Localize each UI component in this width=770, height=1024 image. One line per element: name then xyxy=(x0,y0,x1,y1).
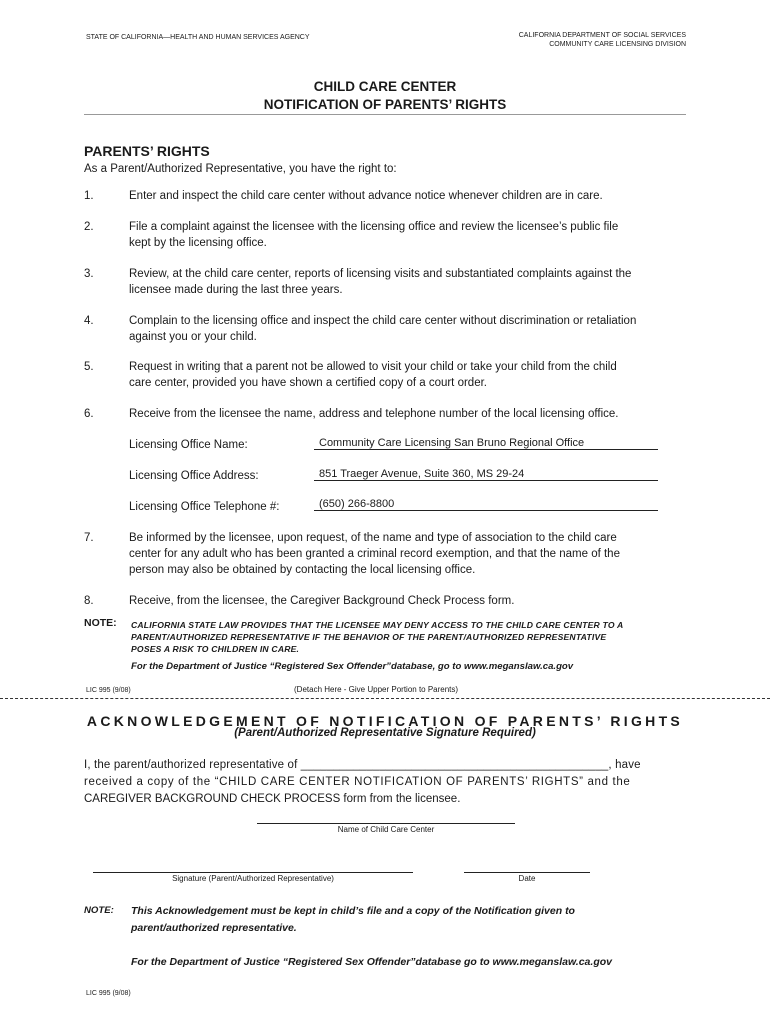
right-item-text: against you or your child. xyxy=(129,331,257,343)
detach-instruction: (Detach Here - Give Upper Portion to Parents) xyxy=(294,685,459,694)
ack-line-3: CAREGIVER BACKGROUND CHECK PROCESS form from the licensee. xyxy=(84,793,461,805)
detach-line xyxy=(0,698,770,699)
item-number: 3. xyxy=(84,268,94,280)
item-number: 6. xyxy=(84,408,94,420)
right-item-1 xyxy=(129,188,689,204)
office-address-field[interactable] xyxy=(314,466,658,481)
center-name-line[interactable] xyxy=(257,823,515,824)
form-title xyxy=(0,78,770,114)
department-header xyxy=(519,31,686,49)
agency-header: STATE OF CALIFORNIA—HEALTH AND HUMAN SERVICES AGENCY xyxy=(86,34,310,41)
form-code: LIC 995 (9/08) xyxy=(86,687,131,694)
right-item-text: center for any adult who has been granted a criminal record exemption, and that the name of the xyxy=(129,548,620,560)
note-line: POSES A RISK TO CHILDREN IN CARE. xyxy=(131,644,300,654)
right-item-8 xyxy=(129,593,689,609)
note-line: CALIFORNIA STATE LAW PROVIDES THAT THE LICENSEE MAY DENY ACCESS TO THE CHILD CARE CENTER TO A xyxy=(131,620,624,630)
ack-note-line: parent/authorized representative. xyxy=(131,922,297,934)
right-item-text: care center, provided you have shown a certified copy of a court order. xyxy=(129,377,487,389)
right-item-text: Enter and inspect the child care center without advance notice whenever children are in care. xyxy=(129,190,603,202)
office-name-value: Community Care Licensing San Bruno Regional Office xyxy=(319,437,585,449)
ack-title: ACKNOWLEDGEMENT OF NOTIFICATION OF PARENTS’ RIGHTS xyxy=(86,713,684,729)
office-phone-field[interactable] xyxy=(314,496,658,511)
ack-doj-note: For the Department of Justice “Registered Sex Offender”database go to www.meganslaw.ca.gov xyxy=(131,956,612,968)
right-item-text: Complain to the licensing office and inspect the child care center without discrimination or retaliation xyxy=(129,315,637,327)
ack-line-1: I, the parent/authorized representative of _______________________________________________, have xyxy=(84,759,641,771)
ack-form-code: LIC 995 (9/08) xyxy=(86,990,131,997)
office-phone-value: (650) 266-8800 xyxy=(319,498,395,510)
signature-caption: Signature (Parent/Authorized Representative) xyxy=(172,874,334,883)
date-line[interactable] xyxy=(464,872,590,873)
state-law-note xyxy=(131,619,691,655)
right-item-text: licensee made during the last three years. xyxy=(129,284,343,296)
right-item-text: Receive, from the licensee, the Caregiver Background Check Process form. xyxy=(129,595,515,607)
right-item-text: Request in writing that a parent not be allowed to visit your child or take your child from the child xyxy=(129,361,617,373)
office-address-value: 851 Traeger Avenue, Suite 360, MS 29-24 xyxy=(319,468,525,480)
office-name-field[interactable] xyxy=(314,435,658,450)
right-item-3 xyxy=(129,266,689,298)
item-number: 4. xyxy=(84,315,94,327)
ack-note-line: This Acknowledgement must be kept in child’s file and a copy of the Notification given to xyxy=(131,905,575,917)
right-item-4 xyxy=(129,313,689,345)
note-line: PARENT/AUTHORIZED REPRESENTATIVE IF THE BEHAVIOR OF THE PARENT/AUTHORIZED REPRESENTATIVE xyxy=(131,632,607,642)
right-item-5 xyxy=(129,359,689,391)
item-number: 1. xyxy=(84,190,94,202)
ack-note xyxy=(131,903,691,937)
ack-note-label: NOTE: xyxy=(84,905,114,916)
item-number: 7. xyxy=(84,532,94,544)
right-item-6 xyxy=(129,406,689,422)
right-item-text: kept by the licensing office. xyxy=(129,237,267,249)
rights-intro: As a Parent/Authorized Representative, you have the right to: xyxy=(84,163,397,175)
item-number: 2. xyxy=(84,221,94,233)
right-item-2 xyxy=(129,219,689,251)
title-divider xyxy=(84,114,686,115)
ack-paragraph xyxy=(84,757,686,808)
ack-line-2: received a copy of the “CHILD CARE CENTER NOTIFICATION OF PARENTS’ RIGHTS” and the xyxy=(84,776,631,788)
right-item-text: File a complaint against the licensee with the licensing office and review the licensee’s public file xyxy=(129,221,619,233)
office-address-label: Licensing Office Address: xyxy=(129,470,259,482)
right-item-text: Be informed by the licensee, upon request, of the name and type of association to the child care xyxy=(129,532,617,544)
right-item-7 xyxy=(129,530,686,578)
right-item-text: Receive from the licensee the name, address and telephone number of the local licensing office. xyxy=(129,408,619,420)
parents-rights-heading: PARENTS’ RIGHTS xyxy=(84,143,210,159)
form-title-line2: NOTIFICATION OF PARENTS’ RIGHTS xyxy=(263,97,507,112)
right-item-text: Review, at the child care center, reports of licensing visits and substantiated complaints against the xyxy=(129,268,632,280)
item-number: 5. xyxy=(84,361,94,373)
ack-subtitle: (Parent/Authorized Representative Signature Required) xyxy=(234,727,536,739)
division-name: COMMUNITY CARE LICENSING DIVISION xyxy=(549,41,686,48)
doj-note: For the Department of Justice “Registered Sex Offender”database, go to www.meganslaw.ca.gov xyxy=(131,661,574,672)
office-name-label: Licensing Office Name: xyxy=(129,439,248,451)
signature-line[interactable] xyxy=(93,872,413,873)
form-title-line1: CHILD CARE CENTER xyxy=(313,79,457,94)
date-caption: Date xyxy=(518,874,536,883)
right-item-text: person may also be obtained by contacting the local licensing office. xyxy=(129,564,476,576)
department-name: CALIFORNIA DEPARTMENT OF SOCIAL SERVICES xyxy=(518,32,686,39)
note-label: NOTE: xyxy=(84,617,117,629)
item-number: 8. xyxy=(84,595,94,607)
center-name-caption: Name of Child Care Center xyxy=(337,825,435,834)
office-phone-label: Licensing Office Telephone #: xyxy=(129,501,280,513)
